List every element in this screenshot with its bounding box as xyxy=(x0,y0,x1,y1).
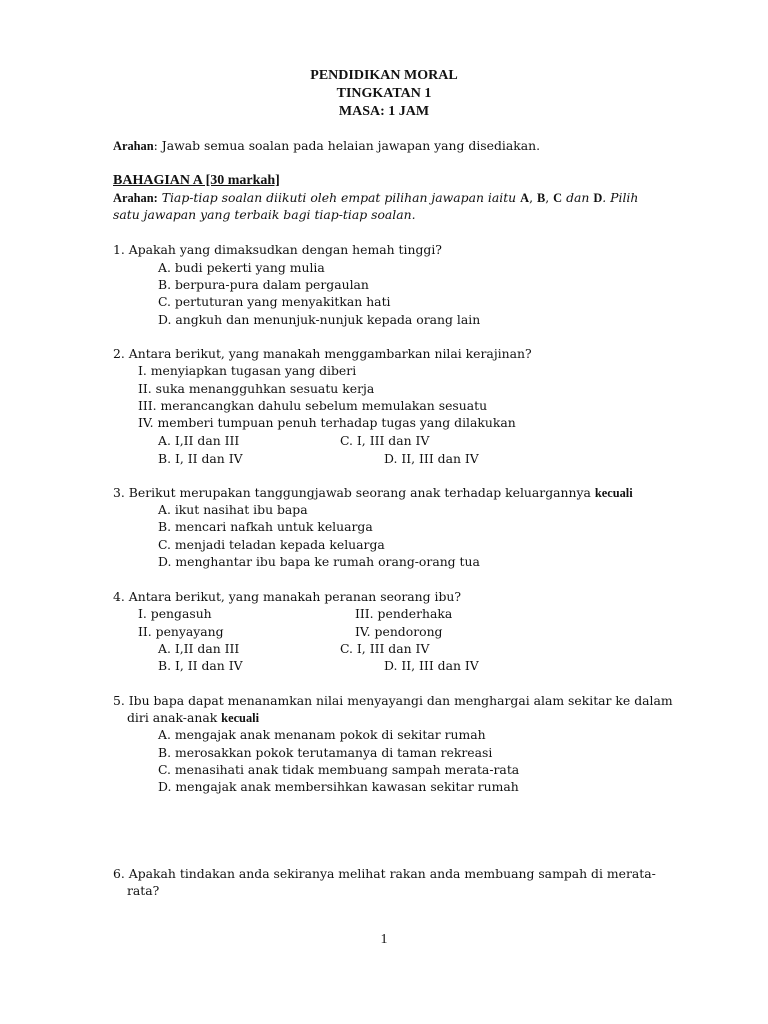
q2-option-c: C. I, III dan IV xyxy=(340,433,430,448)
q5-stem-line2 xyxy=(127,709,259,727)
q1-option-a: A. budi pekerti yang mulia xyxy=(158,260,325,275)
q3-option-a: A. ikut nasihat ibu bapa xyxy=(158,502,308,517)
section-a-arahan-line2-text: satu jawapan yang terbaik bagi tiap-tiap soalan. xyxy=(113,207,416,222)
q5-option-b: B. merosakkan pokok terutamanya di taman rekreasi xyxy=(158,745,493,760)
general-instruction xyxy=(113,137,540,155)
q1-stem: 1. Apakah yang dimaksudkan dengan hemah tinggi? xyxy=(113,242,442,257)
q1-option-d: D. angkuh dan menunjuk-nunjuk kepada orang lain xyxy=(158,312,481,327)
q5-option-a: A. mengajak anak menanam pokok di sekitar rumah xyxy=(158,727,486,742)
comma: , xyxy=(529,190,534,205)
section-a-title xyxy=(113,172,280,189)
option-letter-b: B xyxy=(536,191,546,205)
q2-item-ii: II. suka menangguhkan sesuatu kerja xyxy=(138,381,375,396)
q5-kecuali: kecuali xyxy=(221,711,260,725)
q2-item-iii: III. merancangkan dahulu sebelum memulakan sesuatu xyxy=(138,398,488,413)
q4-option-b: B. I, II dan IV xyxy=(158,658,243,673)
section-a-arahan-pilih: . Pilih xyxy=(602,190,639,205)
q4-option-c: C. I, III dan IV xyxy=(340,641,430,656)
q3-option-b: B. mencari nafkah untuk keluarga xyxy=(158,519,373,534)
q3-kecuali: kecuali xyxy=(594,486,633,500)
option-letter-c: C xyxy=(553,191,563,205)
q4-option-d: D. II, III dan IV xyxy=(384,658,479,673)
section-a-instruction-line2 xyxy=(113,206,416,223)
q1-option-b: B. berpura-pura dalam pergaulan xyxy=(158,277,369,292)
q2-stem: 2. Antara berikut, yang manakah menggambarkan nilai kerajinan? xyxy=(113,346,532,361)
instruction-label: Arahan xyxy=(113,139,154,153)
q5-stem-line2-text: diri anak-anak xyxy=(127,710,218,725)
header-title: PENDIDIKAN MORAL xyxy=(310,68,458,83)
q4-item-i: I. pengasuh xyxy=(138,606,212,621)
q3-stem-text: 3. Berikut merupakan tanggungjawab seorang anak terhadap keluargannya xyxy=(113,485,591,500)
q3-option-d: D. menghantar ibu bapa ke rumah orang-orang tua xyxy=(158,554,480,569)
q4-item-ii: II. penyayang xyxy=(138,624,224,639)
q5-option-c: C. menasihati anak tidak membuang sampah merata-rata xyxy=(158,762,520,777)
q4-stem: 4. Antara berikut, yang manakah peranan seorang ibu? xyxy=(113,589,462,604)
comma: , xyxy=(545,190,550,205)
option-letter-a: A xyxy=(520,191,530,205)
q6-stem-line2: rata? xyxy=(127,883,160,898)
q2-item-i: I. menyiapkan tugasan yang diberi xyxy=(138,363,357,378)
q4-option-a: A. I,II dan III xyxy=(158,641,240,656)
q2-item-iv: IV. memberi tumpuan penuh terhadap tugas yang dilakukan xyxy=(138,415,516,430)
section-a-instruction xyxy=(113,189,638,207)
section-a-arahan-label: Arahan: xyxy=(113,191,158,205)
page-number: 1 xyxy=(380,932,388,947)
q6-stem: 6. Apakah tindakan anda sekiranya melihat rakan anda membuang sampah di merata- xyxy=(113,866,656,881)
section-a-arahan-text: Tiap-tiap soalan diikuti oleh empat pilihan jawapan iaitu xyxy=(161,190,517,205)
option-letter-d: D xyxy=(593,191,603,205)
q2-option-b: B. I, II dan IV xyxy=(158,451,243,466)
q2-option-d: D. II, III dan IV xyxy=(384,451,479,466)
q3-option-c: C. menjadi teladan kepada keluarga xyxy=(158,537,385,552)
q2-option-a: A. I,II dan III xyxy=(158,433,240,448)
q5-option-d: D. mengajak anak membersihkan kawasan sekitar rumah xyxy=(158,779,519,794)
header-duration: MASA: 1 JAM xyxy=(338,104,430,119)
header-form: TINGKATAN 1 xyxy=(336,86,432,101)
q5-stem: 5. Ibu bapa dapat menanamkan nilai menyayangi dan menghargai alam sekitar ke dalam xyxy=(113,693,673,708)
q4-item-iii: III. penderhaka xyxy=(355,606,453,621)
instruction-text: : Jawab semua soalan pada helaian jawapan yang disediakan. xyxy=(153,138,541,153)
section-a-title-text: BAHAGIAN A [30 markah] xyxy=(113,173,280,188)
dan-word: dan xyxy=(566,190,590,205)
q1-option-c: C. pertuturan yang menyakitkan hati xyxy=(158,294,391,309)
q3-stem xyxy=(113,484,633,502)
q4-item-iv: IV. pendorong xyxy=(355,624,443,639)
